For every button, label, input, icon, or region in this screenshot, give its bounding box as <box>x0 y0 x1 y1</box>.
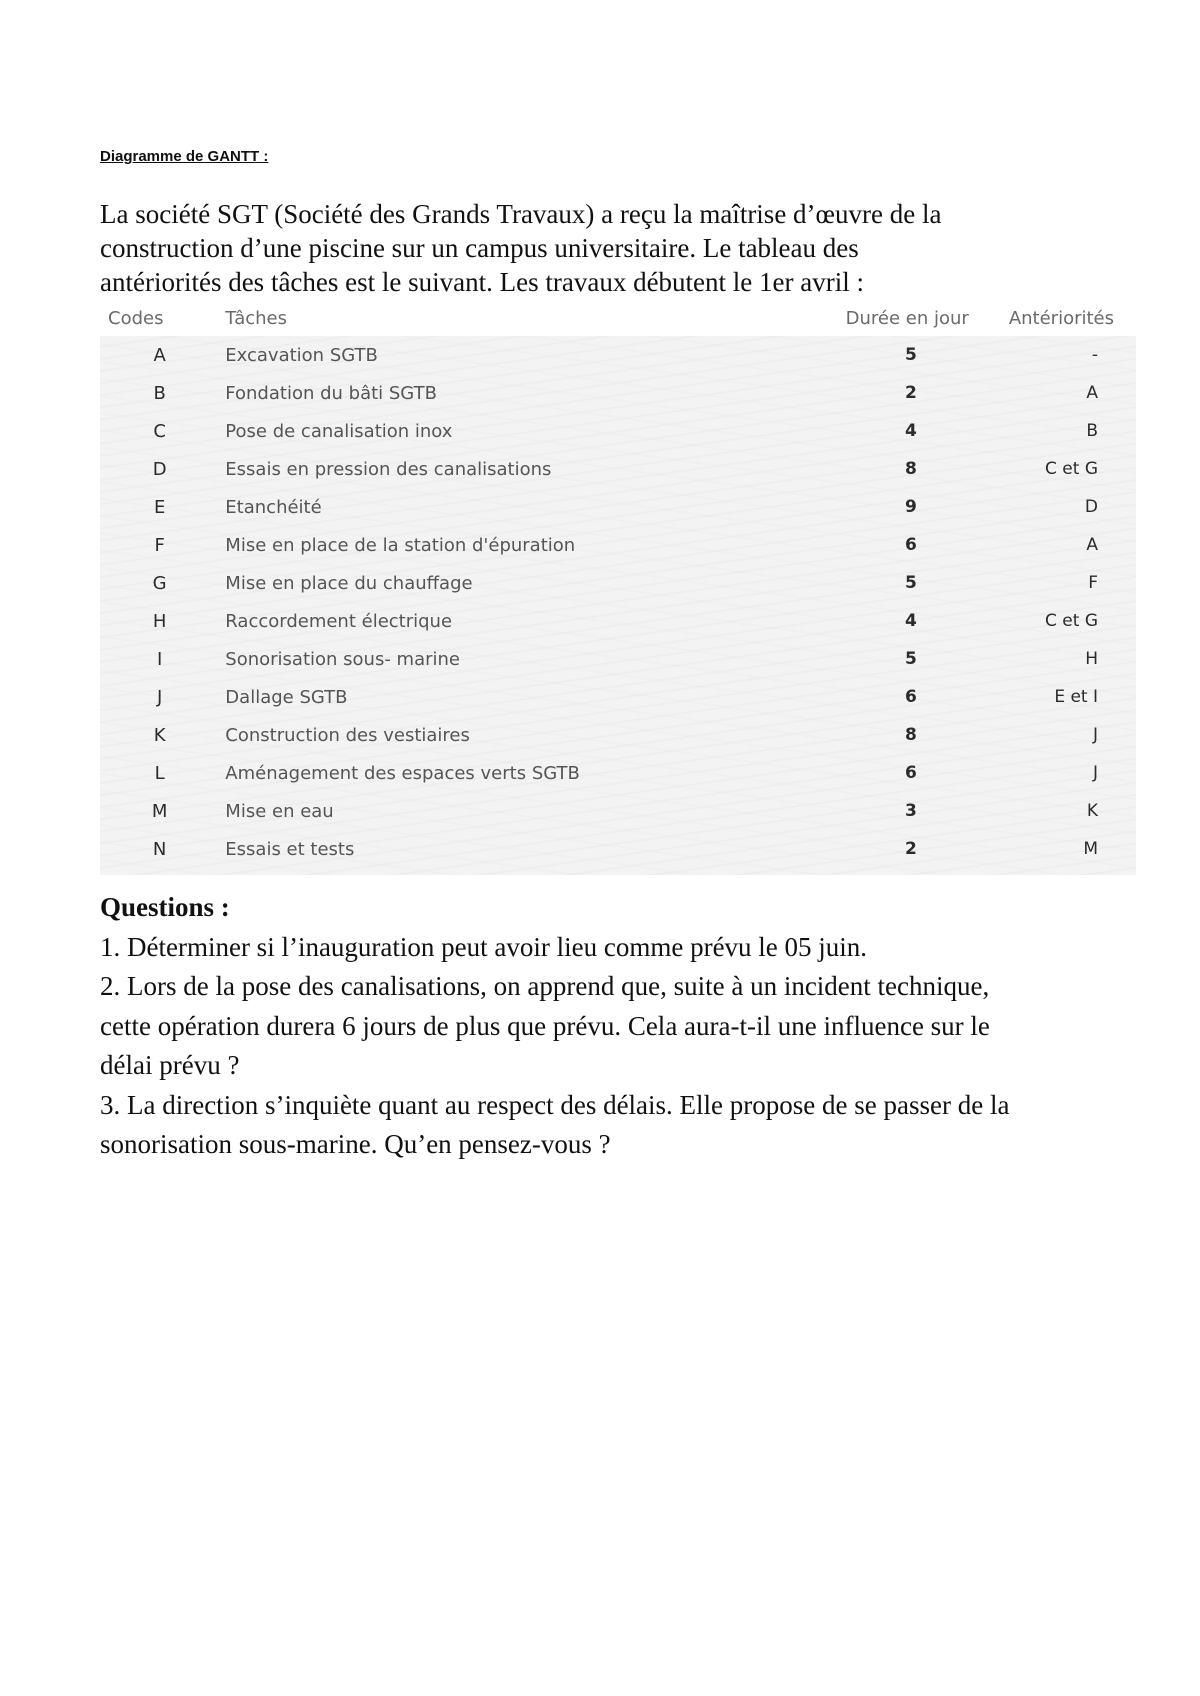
task-name: Dallage SGTB <box>225 686 348 708</box>
task-code: I <box>156 648 163 670</box>
question-line: sonorisation sous-marine. Qu’en pensez-vous ? <box>100 1129 611 1159</box>
task-duration: 6 <box>904 535 917 555</box>
header-anteriorites: Antériorités <box>1009 300 1136 336</box>
table-row <box>100 754 1136 792</box>
table-row <box>100 412 1136 450</box>
task-code: J <box>156 686 163 708</box>
task-name: Raccordement électrique <box>225 610 453 632</box>
table-row <box>100 374 1136 412</box>
task-code: B <box>153 382 166 404</box>
task-prerequisites: J <box>1092 725 1098 745</box>
task-code: D <box>152 458 167 480</box>
task-table-image <box>100 300 1136 875</box>
task-prerequisites: A <box>1086 383 1098 403</box>
intro-paragraph <box>100 197 1100 299</box>
task-name: Mise en eau <box>225 800 334 822</box>
task-duration: 2 <box>904 383 917 403</box>
task-duration: 5 <box>904 573 917 593</box>
table-header-row <box>100 300 1136 336</box>
questions-heading: Questions : <box>100 892 230 922</box>
task-duration: 6 <box>904 687 917 707</box>
task-prerequisites: A <box>1086 535 1098 555</box>
task-duration: 2 <box>904 839 917 859</box>
header-duree: Durée en jour <box>755 300 1009 336</box>
header-taches: Tâches <box>219 300 754 336</box>
task-code: F <box>154 534 165 556</box>
table-row <box>100 792 1136 830</box>
task-name: Fondation du bâti SGTB <box>225 382 437 404</box>
task-prerequisites: H <box>1085 649 1098 669</box>
task-code: A <box>153 344 166 366</box>
task-name: Excavation SGTB <box>225 344 378 366</box>
table-row <box>100 678 1136 716</box>
task-duration: 5 <box>904 649 917 669</box>
task-prerequisites: E et I <box>1054 687 1098 707</box>
task-code: K <box>153 724 166 746</box>
table-row <box>100 450 1136 488</box>
table-row <box>100 716 1136 754</box>
task-duration: 6 <box>904 763 917 783</box>
task-duration: 3 <box>904 801 917 821</box>
table-row <box>100 488 1136 526</box>
task-name: Aménagement des espaces verts SGTB <box>225 762 580 784</box>
task-prerequisites: K <box>1086 801 1098 821</box>
task-code: H <box>152 610 167 632</box>
intro-line: construction d’une piscine sur un campus universitaire. Le tableau des <box>100 233 859 263</box>
table-row <box>100 564 1136 602</box>
question-line: 1. Déterminer si l’inauguration peut avoir lieu comme prévu le 05 juin. <box>100 931 868 962</box>
task-prerequisites: C et G <box>1045 459 1098 479</box>
question-line: cette opération durera 6 jours de plus que prévu. Cela aura-t-il une influence sur le <box>100 1010 990 1041</box>
task-table <box>100 300 1136 868</box>
task-name: Mise en place de la station d'épuration <box>225 534 576 556</box>
task-name: Mise en place du chauffage <box>225 572 473 594</box>
task-rows <box>100 336 1136 868</box>
task-name: Sonorisation sous- marine <box>225 648 461 670</box>
task-name: Essais et tests <box>225 838 355 860</box>
task-name: Etanchéité <box>225 496 322 518</box>
task-prerequisites: C et G <box>1045 611 1098 631</box>
table-row <box>100 830 1136 868</box>
intro-line: La société SGT (Société des Grands Travaux) a reçu la maîtrise d’œuvre de la <box>100 199 942 229</box>
task-code: E <box>153 496 166 518</box>
table-row <box>100 526 1136 564</box>
document-title: Diagramme de GANTT : <box>100 148 269 165</box>
task-prerequisites: J <box>1092 763 1098 783</box>
task-name: Pose de canalisation inox <box>225 420 453 442</box>
task-prerequisites: B <box>1086 421 1098 441</box>
task-duration: 8 <box>904 459 917 479</box>
questions-section <box>100 888 1140 1165</box>
task-prerequisites: - <box>1091 345 1098 365</box>
table-row <box>100 602 1136 640</box>
task-prerequisites: D <box>1084 497 1098 517</box>
task-code: L <box>154 762 165 784</box>
table-row <box>100 336 1136 374</box>
task-duration: 8 <box>904 725 917 745</box>
task-code: M <box>151 800 168 822</box>
task-prerequisites: M <box>1083 839 1098 859</box>
question-line: 2. Lors de la pose des canalisations, on apprend que, suite à un incident technique, <box>100 971 990 1001</box>
task-code: C <box>153 420 166 442</box>
task-code: G <box>152 572 167 594</box>
question-line: 3. La direction s’inquiète quant au respect des délais. Elle propose de se passer de la <box>100 1089 1010 1120</box>
question-line: délai prévu ? <box>100 1050 240 1080</box>
task-name: Construction des vestiaires <box>225 724 470 746</box>
task-duration: 9 <box>904 497 917 517</box>
intro-line: antériorités des tâches est le suivant. Les travaux débutent le 1er avril : <box>100 267 864 297</box>
task-duration: 4 <box>904 611 917 631</box>
task-duration: 4 <box>904 421 917 441</box>
task-code: N <box>152 838 167 860</box>
header-codes: Codes <box>100 300 219 336</box>
task-prerequisites: F <box>1088 573 1098 593</box>
task-duration: 5 <box>904 345 917 365</box>
table-row <box>100 640 1136 678</box>
task-name: Essais en pression des canalisations <box>225 458 552 480</box>
